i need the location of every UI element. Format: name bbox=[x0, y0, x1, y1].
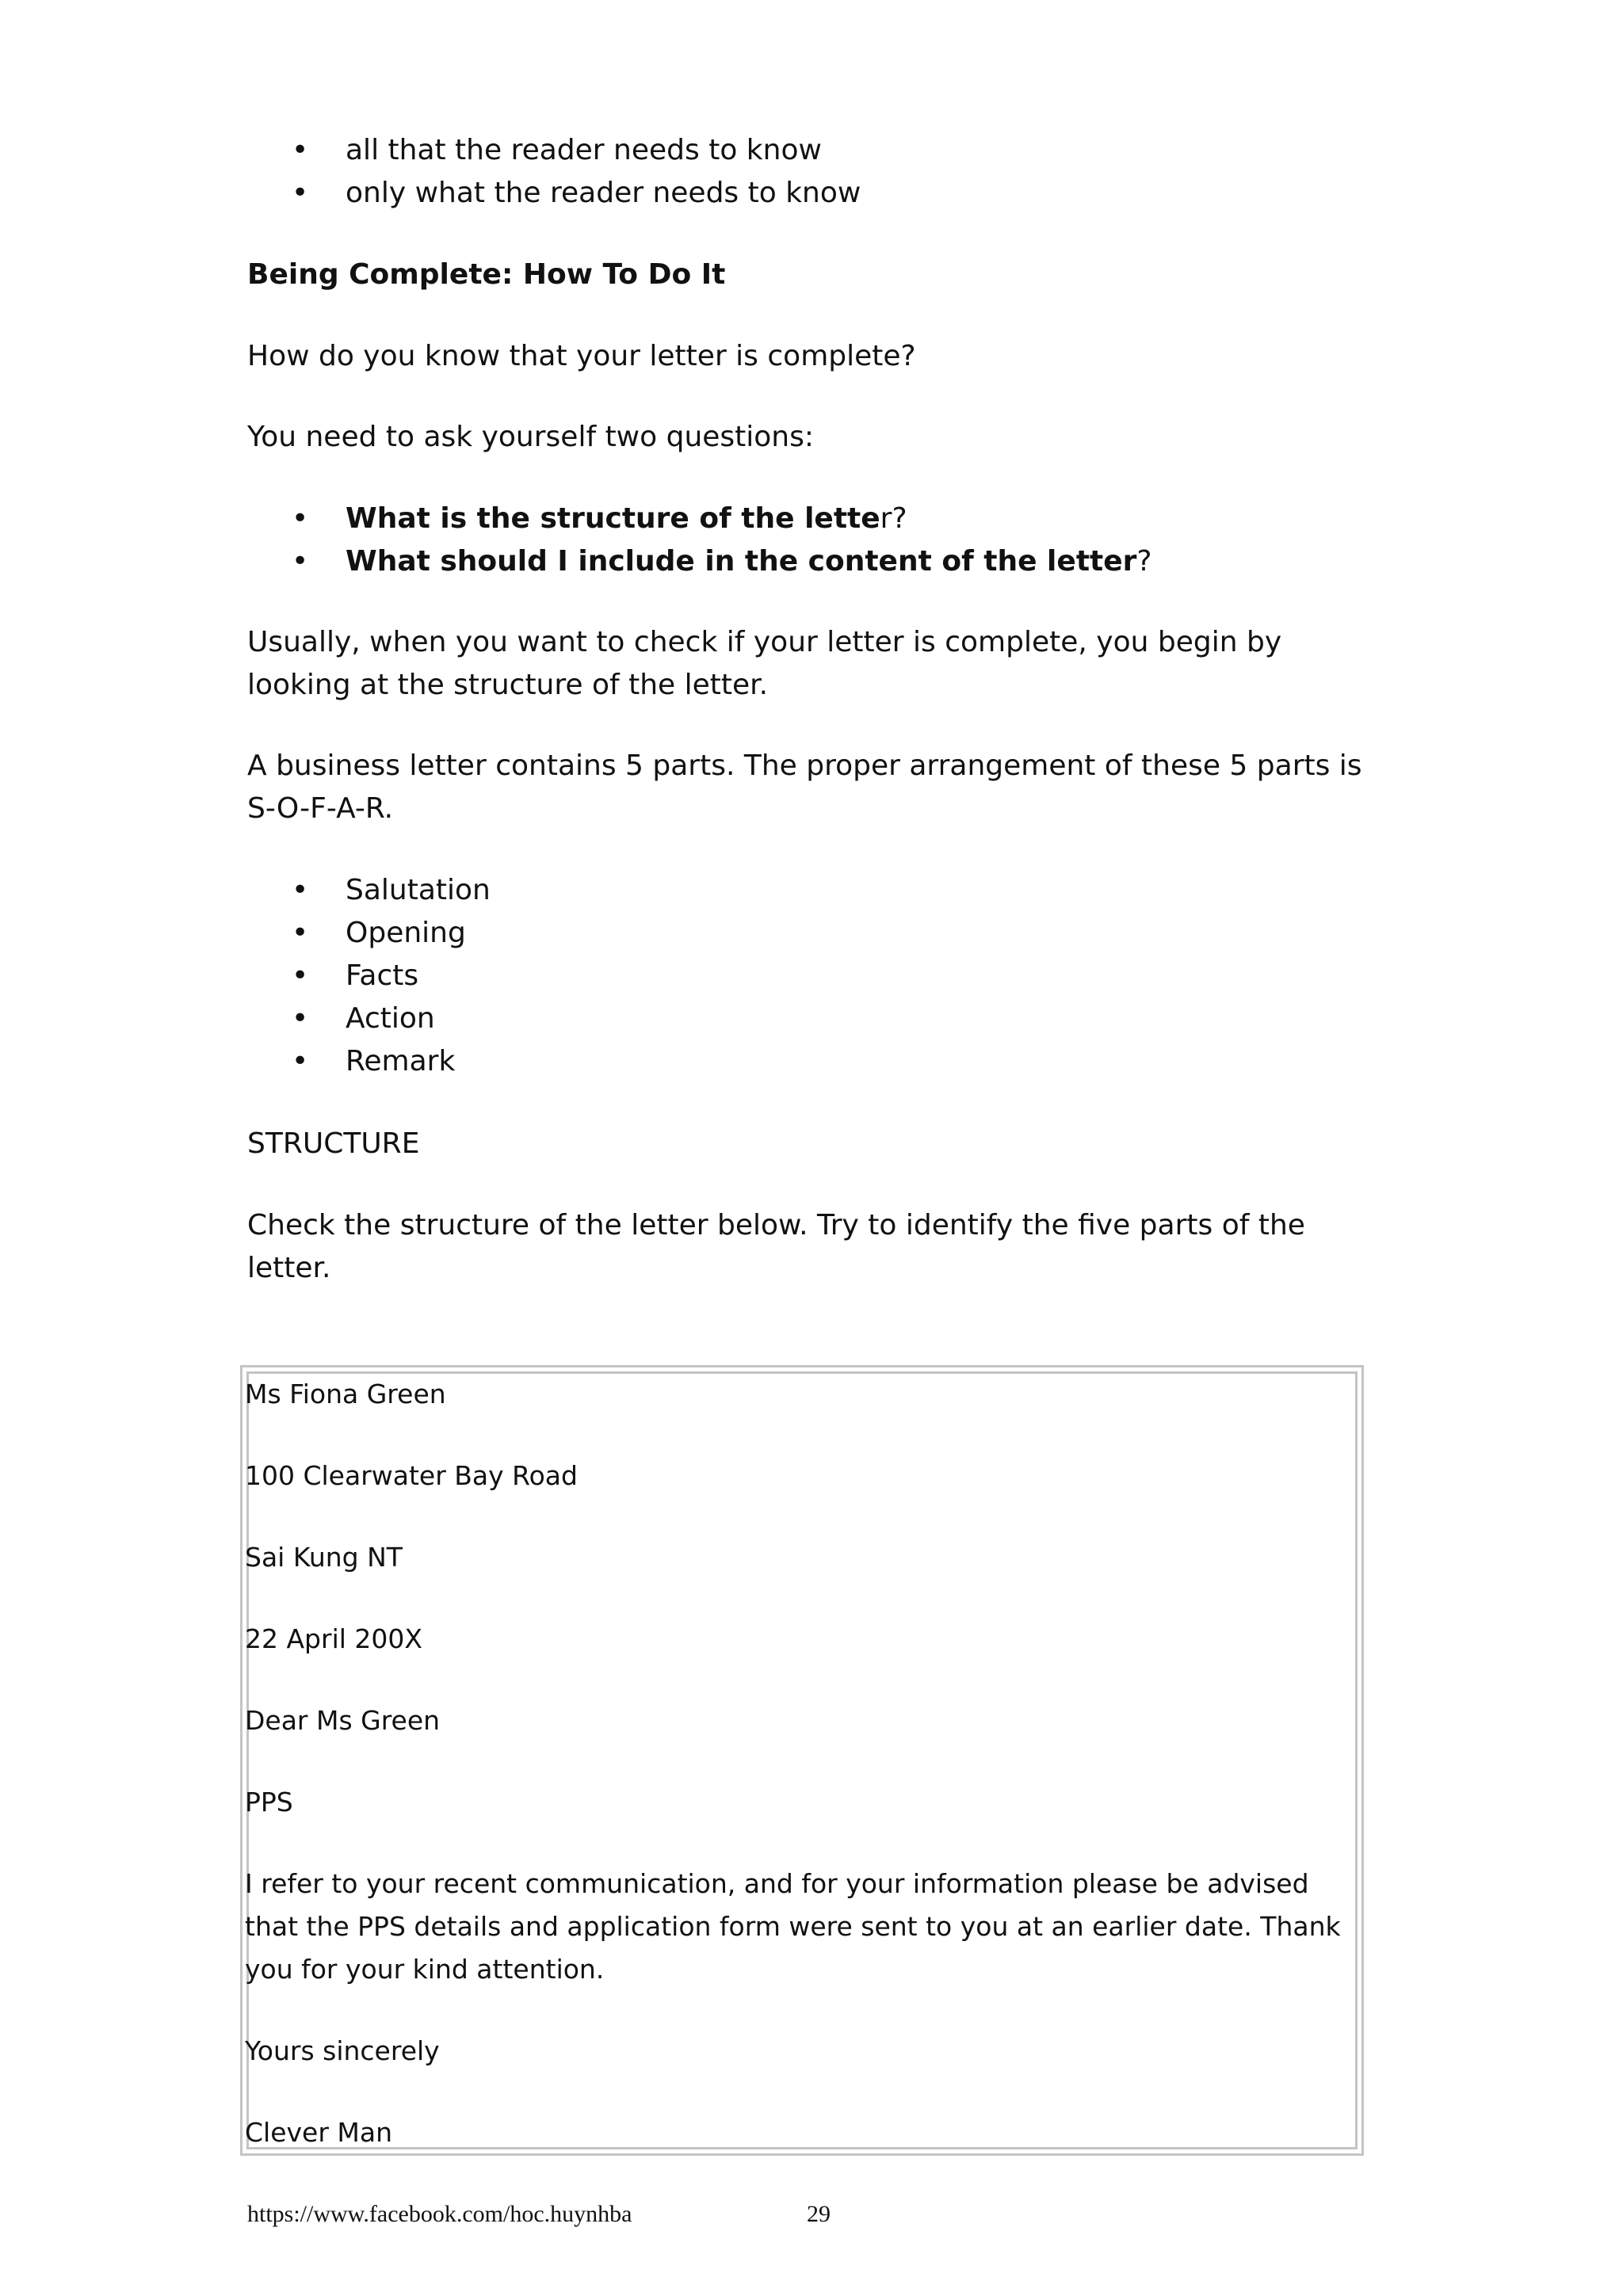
letter-subject: PPS bbox=[245, 1787, 293, 1817]
list-item: • Salutation bbox=[247, 869, 1373, 912]
section-heading: Being Complete: How To Do It bbox=[247, 258, 726, 291]
paragraph: Check the structure of the letter below. Try to identify the five parts of the letter. bbox=[247, 1209, 1305, 1284]
structure-label: STRUCTURE bbox=[247, 1127, 420, 1160]
paragraph: Usually, when you want to check if your letter is complete, you begin by looking at the structure of the letter. bbox=[247, 626, 1282, 701]
page-number: 29 bbox=[807, 2201, 831, 2227]
letter-body: I refer to your recent communication, and for your information please be advised that the PPS details and application form were sent to you at an earlier date. Thank you for your kind attention. bbox=[245, 1868, 1341, 1985]
list-item: • all that the reader needs to know bbox=[247, 129, 1373, 172]
question-rest: ? bbox=[1136, 545, 1152, 578]
question-bold: What should I include in the content of the letter bbox=[346, 545, 1137, 578]
letter-date: 22 April 200X bbox=[245, 1623, 422, 1654]
letter-signature: Clever Man bbox=[245, 2117, 393, 2148]
question-bold: What is the structure of the lette bbox=[346, 502, 880, 535]
parts-list bbox=[247, 869, 1373, 1083]
top-bullet-list bbox=[247, 129, 1373, 215]
list-item: • Action bbox=[247, 997, 1373, 1040]
list-item bbox=[247, 540, 1373, 583]
letter-recipient-name: Ms Fiona Green bbox=[245, 1379, 446, 1409]
list-item: • Facts bbox=[247, 955, 1373, 997]
list-item: • Remark bbox=[247, 1040, 1373, 1083]
paragraph: A business letter contains 5 parts. The proper arrangement of these 5 parts is S-O-F-A-R. bbox=[247, 749, 1362, 825]
letter-salutation: Dear Ms Green bbox=[245, 1705, 441, 1736]
footer-url[interactable] bbox=[247, 2199, 632, 2230]
list-item bbox=[247, 498, 1373, 540]
letter-closing: Yours sincerely bbox=[245, 2035, 440, 2066]
list-item: • only what the reader needs to know bbox=[247, 172, 1373, 215]
question-rest: r? bbox=[880, 502, 907, 535]
paragraph: How do you know that your letter is complete? bbox=[247, 340, 916, 372]
list-item: • Opening bbox=[247, 912, 1373, 955]
paragraph: You need to ask yourself two questions: bbox=[247, 421, 815, 453]
questions-list bbox=[247, 498, 1373, 583]
letter-address-line: 100 Clearwater Bay Road bbox=[245, 1460, 578, 1491]
letter-address-line: Sai Kung NT bbox=[245, 1542, 403, 1573]
footer-url-text: https://www.facebook.com/hoc.huynhba bbox=[247, 2201, 632, 2227]
